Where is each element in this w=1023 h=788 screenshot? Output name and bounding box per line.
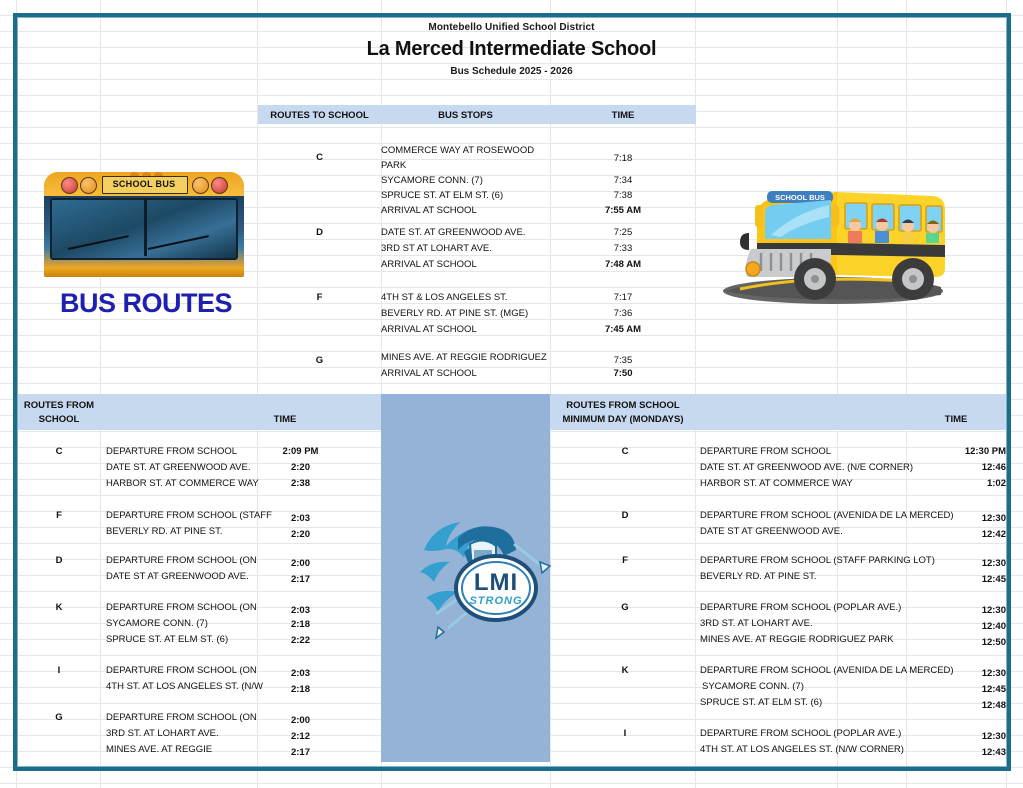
from-school-routes-header-line2: SCHOOL bbox=[38, 414, 80, 425]
bus-stop-name: DATE ST. AT GREENWOOD AVE. (N/E CORNER) bbox=[700, 462, 914, 473]
from-school-routes-header-line1: ROUTES FROM bbox=[23, 400, 95, 411]
page-title: La Merced Intermediate School bbox=[366, 38, 657, 60]
bus-stop-name: 3RD ST. AT LOHART AVE. bbox=[106, 728, 219, 739]
bus-stop-time: 2:18 bbox=[290, 619, 310, 630]
bus-stop-name: DATE ST. AT GREENWOOD AVE. bbox=[381, 227, 526, 238]
from-school-time-header: TIME bbox=[273, 414, 297, 425]
route-letter: G bbox=[315, 355, 324, 366]
bus-stop-time: 2:00 bbox=[290, 558, 310, 569]
arrival-time: 7:55 AM bbox=[604, 205, 642, 216]
bus-stop-time: 12:30 bbox=[981, 558, 1006, 569]
school-bus-front-photo bbox=[44, 172, 244, 277]
bus-stop-name: MINES AVE. AT REGGIE bbox=[106, 744, 213, 755]
bus-stop-time: 12:45 bbox=[981, 574, 1006, 585]
route-letter: D bbox=[316, 227, 323, 238]
bus-stop-name: SPRUCE ST. AT ELM ST. (6) bbox=[700, 697, 823, 708]
bus-stop-name: DEPARTURE FROM SCHOOL (STAFF bbox=[106, 510, 272, 521]
bus-stop-time: 7:33 bbox=[613, 243, 633, 254]
arrival-time: 7:45 AM bbox=[604, 324, 642, 335]
bus-stop-time: 12:30 bbox=[981, 731, 1006, 742]
bus-stop-name: SPRUCE ST. AT ELM ST. (6) bbox=[106, 634, 229, 645]
bus-stop-name: SYCAMORE CONN. (7) bbox=[381, 175, 483, 186]
bus-stop-time: 12:46 bbox=[981, 462, 1006, 473]
bus-stop-name: MINES AVE. AT REGGIE RODRIGUEZ bbox=[381, 352, 547, 363]
route-letter: F bbox=[56, 510, 62, 521]
bus-stop-name: DEPARTURE FROM SCHOOL (AVENIDA DE LA MERCED) bbox=[700, 510, 954, 521]
to-school-routes-header: ROUTES TO SCHOOL bbox=[270, 110, 369, 121]
route-letter: D bbox=[621, 510, 629, 521]
arrival-label: ARRIVAL AT SCHOOL bbox=[381, 205, 477, 216]
route-letter: I bbox=[57, 665, 61, 676]
bus-stop-time: 2:03 bbox=[290, 605, 310, 616]
bus-stop-name: 3RD ST. AT LOHART AVE. bbox=[700, 618, 813, 629]
minimum-day-header-line2: MINIMUM DAY (MONDAYS) bbox=[562, 414, 684, 425]
bus-stop-time: 7:35 bbox=[613, 355, 633, 366]
arrival-label: ARRIVAL AT SCHOOL bbox=[381, 324, 477, 335]
to-school-stops-header: BUS STOPS bbox=[438, 110, 493, 121]
bus-stop-name: SYCAMORE CONN. (7) bbox=[702, 681, 804, 692]
route-letter: K bbox=[621, 665, 629, 676]
bus-stop-name: DEPARTURE FROM SCHOOL bbox=[106, 446, 238, 457]
route-letter: I bbox=[623, 728, 627, 739]
logo-primary-text: LMI bbox=[473, 569, 519, 596]
bus-stop-time: 2:18 bbox=[290, 684, 310, 695]
bus-stop-name: DATE ST AT GREENWOOD AVE. bbox=[106, 571, 249, 582]
bus-stop-time: 12:45 bbox=[981, 684, 1006, 695]
bus-stop-time: 12:30 bbox=[981, 605, 1006, 616]
bus-stop-time: 2:03 bbox=[290, 668, 310, 679]
bus-stop-name: DEPARTURE FROM SCHOOL (ON bbox=[106, 712, 257, 723]
bus-stop-time: 2:00 bbox=[290, 715, 310, 726]
bus-stop-name: 4TH ST. AT LOS ANGELES ST. (N/W bbox=[106, 681, 263, 692]
minimum-day-header-line1: ROUTES FROM SCHOOL bbox=[566, 400, 680, 411]
bus-stop-name: DEPARTURE FROM SCHOOL (POPLAR AVE.) bbox=[700, 602, 902, 613]
route-letter: D bbox=[55, 555, 63, 566]
page-subtitle: Bus Schedule 2025 - 2026 bbox=[450, 66, 573, 77]
arrival-label: ARRIVAL AT SCHOOL bbox=[381, 259, 477, 270]
route-letter: F bbox=[316, 292, 323, 303]
bus-stop-name: HARBOR ST. AT COMMERCE WAY bbox=[700, 478, 853, 489]
bus-stop-name: HARBOR ST. AT COMMERCE WAY bbox=[106, 478, 259, 489]
bus-stop-time: 2:20 bbox=[290, 462, 310, 473]
bus-stop-time: 2:38 bbox=[290, 478, 310, 489]
bus-routes-heading: BUS ROUTES bbox=[59, 288, 233, 318]
bus-stop-name: DATE ST. AT GREENWOOD AVE. bbox=[106, 462, 251, 473]
bus-stop-name: DEPARTURE FROM SCHOOL (ON bbox=[106, 555, 257, 566]
bus-sign-text: SCHOOL BUS bbox=[112, 179, 176, 189]
bus-stop-time: 12:42 bbox=[981, 529, 1006, 540]
bus-stop-time: 2:12 bbox=[290, 731, 310, 742]
bus-stop-time: 2:17 bbox=[290, 574, 310, 585]
route-letter: F bbox=[622, 555, 628, 566]
bus-stop-name: 4TH ST. AT LOS ANGELES ST. (N/W CORNER) bbox=[700, 744, 904, 755]
bus-stop-name: DATE ST AT GREENWOOD AVE. bbox=[700, 526, 843, 537]
route-letter: C bbox=[316, 152, 323, 163]
minimum-day-time-header: TIME bbox=[944, 414, 968, 425]
bus-stop-name: SYCAMORE CONN. (7) bbox=[106, 618, 208, 629]
arrival-label: ARRIVAL AT SCHOOL bbox=[381, 368, 477, 379]
bus-stop-time: 1:02 bbox=[986, 478, 1006, 489]
bus-stop-name: BEVERLY RD. AT PINE ST. bbox=[700, 571, 817, 582]
bus-stop-time: 12:40 bbox=[981, 621, 1006, 632]
bus-stop-time: 7:17 bbox=[613, 292, 633, 303]
bus-stop-name: DEPARTURE FROM SCHOOL (ON bbox=[106, 665, 257, 676]
route-letter: G bbox=[621, 602, 629, 613]
bus-stop-time: 2:09 PM bbox=[282, 446, 319, 457]
route-letter: G bbox=[55, 712, 63, 723]
bus-stop-name: BEVERLY RD. AT PINE ST. (MGE) bbox=[381, 308, 529, 319]
bus-stop-time: 2:22 bbox=[290, 635, 310, 646]
bus-stop-name: DEPARTURE FROM SCHOOL (POPLAR AVE.) bbox=[700, 728, 902, 739]
to-school-time-header: TIME bbox=[611, 110, 635, 121]
bus-stop-time: 7:25 bbox=[613, 227, 633, 238]
cartoon-school-bus-illustration bbox=[705, 165, 955, 310]
bus-stop-name: MINES AVE. AT REGGIE RODRIGUEZ PARK bbox=[700, 634, 894, 645]
bus-stop-name: 3RD ST AT LOHART AVE. bbox=[381, 243, 492, 254]
bus-stop-time: 2:17 bbox=[290, 747, 310, 758]
arrival-time: 7:50 bbox=[613, 368, 633, 379]
district-name: Montebello Unified School District bbox=[428, 22, 595, 33]
bus-stop-time: 12:30 PM bbox=[964, 446, 1006, 457]
bus-stop-time: 12:30 bbox=[981, 668, 1006, 679]
bus-stop-name: DEPARTURE FROM SCHOOL (ON bbox=[106, 602, 257, 613]
bus-stop-name: SPRUCE ST. AT ELM ST. (6) bbox=[381, 190, 504, 201]
bus-stop-name: DEPARTURE FROM SCHOOL (AVENIDA DE LA MERCED) bbox=[700, 665, 954, 676]
logo-secondary-text: STRONG bbox=[469, 595, 523, 607]
bus-stop-time: 2:20 bbox=[290, 529, 310, 540]
bus-stop-name: DEPARTURE FROM SCHOOL bbox=[700, 446, 832, 457]
bus-stop-name: COMMERCE WAY AT ROSEWOOD bbox=[381, 145, 535, 156]
bus-stop-time: 7:18 bbox=[613, 153, 633, 164]
bus-stop-time: 12:48 bbox=[981, 700, 1006, 711]
bus-stop-time: 7:36 bbox=[613, 308, 633, 319]
bus-stop-time: 2:03 bbox=[290, 513, 310, 524]
arrival-time: 7:48 AM bbox=[604, 259, 642, 270]
cartoon-bus-sign-text: SCHOOL BUS bbox=[775, 193, 825, 202]
bus-stop-name-cont: PARK bbox=[381, 160, 407, 171]
route-letter: C bbox=[55, 446, 63, 457]
bus-stop-time: 12:30 bbox=[981, 513, 1006, 524]
bus-stop-time: 7:34 bbox=[613, 175, 633, 186]
lmi-strong-spartan-logo bbox=[418, 516, 558, 644]
bus-stop-time: 12:43 bbox=[981, 747, 1006, 758]
bus-stop-name: BEVERLY RD. AT PINE ST. bbox=[106, 526, 223, 537]
bus-stop-name: 4TH ST & LOS ANGELES ST. bbox=[381, 292, 508, 303]
bus-stop-name: DEPARTURE FROM SCHOOL (STAFF PARKING LOT) bbox=[700, 555, 935, 566]
route-letter: K bbox=[55, 602, 63, 613]
route-letter: C bbox=[621, 446, 629, 457]
bus-stop-time: 7:38 bbox=[613, 190, 633, 201]
bus-stop-time: 12:50 bbox=[981, 637, 1006, 648]
